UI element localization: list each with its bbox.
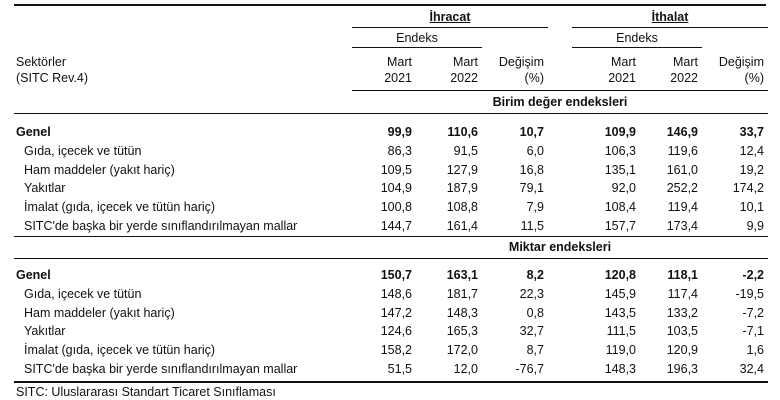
table-cell: 86,3 [387,143,412,158]
export-endeks-label: Endeks [396,31,438,45]
export-col-year-2022: 2022 [450,71,478,85]
table-cell: 8,2 [526,268,544,282]
table-cell: 109,9 [604,125,636,139]
table-cell: 181,7 [446,286,478,301]
row-label: Yakıtlar [24,181,66,196]
table-cell: 120,8 [604,268,636,282]
table-cell: 146,9 [666,125,698,139]
table-cell: -2,2 [742,268,764,282]
import-col-change: Değişim [718,55,764,69]
row-label: Ham maddeler (yakıt hariç) [24,162,175,177]
row-label: İmalat (gıda, içecek ve tütün hariç) [24,200,216,215]
table-cell: 174,2 [732,181,764,196]
row-label: Gıda, içecek ve tütün [24,286,142,301]
table-cell: 104,9 [380,181,412,196]
table-cell: 8,7 [526,343,544,358]
import-col-year-2022: 2022 [670,71,698,85]
table-cell: 127,9 [446,162,478,177]
import-col-month-2021: Mart [611,55,636,69]
import-endeks-rule [572,47,702,48]
table-cell: 144,7 [380,219,412,233]
table-cell: 161,4 [446,219,478,233]
import-col-month-2022: Mart [673,55,698,69]
sector-label: Sektörler [16,55,67,69]
table-cell: 6,0 [526,143,544,158]
import-endeks-label: Endeks [616,31,658,45]
table-cell: 150,7 [380,268,412,282]
row-label: Yakıtlar [24,324,66,339]
table-cell: 145,9 [604,286,636,301]
import-group-rule [572,27,768,28]
table-cell: 1,6 [746,343,764,358]
table-cell: 32,7 [519,324,544,339]
table-cell: 91,5 [453,143,478,158]
table-cell: 173,4 [666,219,698,233]
table-cell: 12,4 [739,143,764,158]
table-cell: 196,3 [666,362,698,376]
table-cell: 12,0 [453,362,478,376]
export-col-month-2021: Mart [387,55,412,69]
column-header-rule [352,90,768,91]
table-cell: 118,1 [667,268,698,282]
table-cell: 165,3 [446,324,478,339]
table-cell: 22,3 [519,286,544,301]
export-endeks-rule [352,47,482,48]
table-cell: 33,7 [739,125,764,139]
table-cell: 187,9 [446,181,478,196]
table-cell: 16,8 [519,162,544,177]
table-cell: 135,1 [604,162,636,177]
table-cell: 157,7 [604,219,636,233]
table-cell: 163,1 [446,268,478,282]
table-cell: -19,5 [735,286,764,301]
section-title-quantity: Miktar endeksleri [508,240,612,254]
table-cell: 158,2 [380,343,412,358]
section-2-rule [14,258,768,259]
export-col-year-2021: 2021 [384,71,412,85]
table-cell: 117,4 [667,286,698,301]
table-cell: 119,4 [667,200,698,215]
table-cell: 103,5 [666,324,698,339]
table-cell: 99,9 [387,125,412,139]
table-cell: 143,5 [604,305,636,320]
group-header-export: İhracat [429,10,471,24]
import-col-year-2021: 2021 [608,71,636,85]
table-cell: 148,6 [380,286,412,301]
table-cell: 119,0 [605,343,636,358]
table-cell: -76,7 [515,362,544,376]
row-label: İmalat (gıda, içecek ve tütün hariç) [24,343,216,358]
table-cell: -7,2 [742,305,764,320]
table-cell: 11,5 [520,219,544,233]
table-cell: 32,4 [739,362,764,376]
table-cell: 124,6 [380,324,412,339]
table-cell: 10,1 [739,200,764,215]
table-cell: 148,3 [604,362,636,376]
table-cell: 100,8 [380,200,412,215]
table-cell: 108,8 [446,200,478,215]
section-1-rule [14,113,768,114]
table-cell: 51,5 [387,362,412,376]
row-label: Ham maddeler (yakıt hariç) [24,305,175,320]
table-cell: 111,5 [606,324,636,339]
table-cell: 9,9 [746,219,764,233]
table-cell: 119,6 [667,143,698,158]
section-title-unit-value: Birim değer endeksleri [492,95,628,109]
table-cell: 19,2 [739,162,764,177]
sector-classification-label: (SITC Rev.4) [16,71,88,85]
table-cell: -7,1 [742,324,764,339]
row-label: SITC'de başka bir yerde sınıflandırılmayan mallar [24,219,298,233]
table-cell: 252,2 [666,181,698,196]
export-col-change-unit: (%) [524,71,544,85]
table-cell: 133,2 [666,305,698,320]
table-cell: 147,2 [380,305,412,320]
row-label: Genel [16,268,51,282]
table-cell: 10,7 [519,125,544,139]
import-col-change-unit: (%) [744,71,764,85]
export-col-change: Değişim [498,55,544,69]
table-cell: 106,3 [604,143,636,158]
table-cell: 109,5 [380,162,412,177]
table-top-rule [14,4,766,6]
table-cell: 7,9 [526,200,544,215]
table-cell: 0,8 [526,305,544,320]
table-cell: 108,4 [604,200,636,215]
row-label: Genel [16,125,51,139]
table-cell: 148,3 [446,305,478,320]
row-label: Gıda, içecek ve tütün [24,143,142,158]
export-group-rule [352,27,548,28]
section-2-top-rule [14,236,768,237]
table-cell: 120,9 [666,343,698,358]
table-cell: 79,1 [519,181,544,196]
group-header-import: İthalat [651,10,689,24]
row-label: SITC'de başka bir yerde sınıflandırılmayan mallar [24,362,298,376]
table-cell: 110,6 [447,125,478,139]
table-cell: 92,0 [611,181,636,196]
table-bottom-rule [14,381,768,383]
table-cell: 161,0 [666,162,698,177]
footnote: SITC: Uluslararası Standart Ticaret Sınıflaması [16,385,276,399]
table-cell: 172,0 [446,343,478,358]
export-col-month-2022: Mart [453,55,478,69]
